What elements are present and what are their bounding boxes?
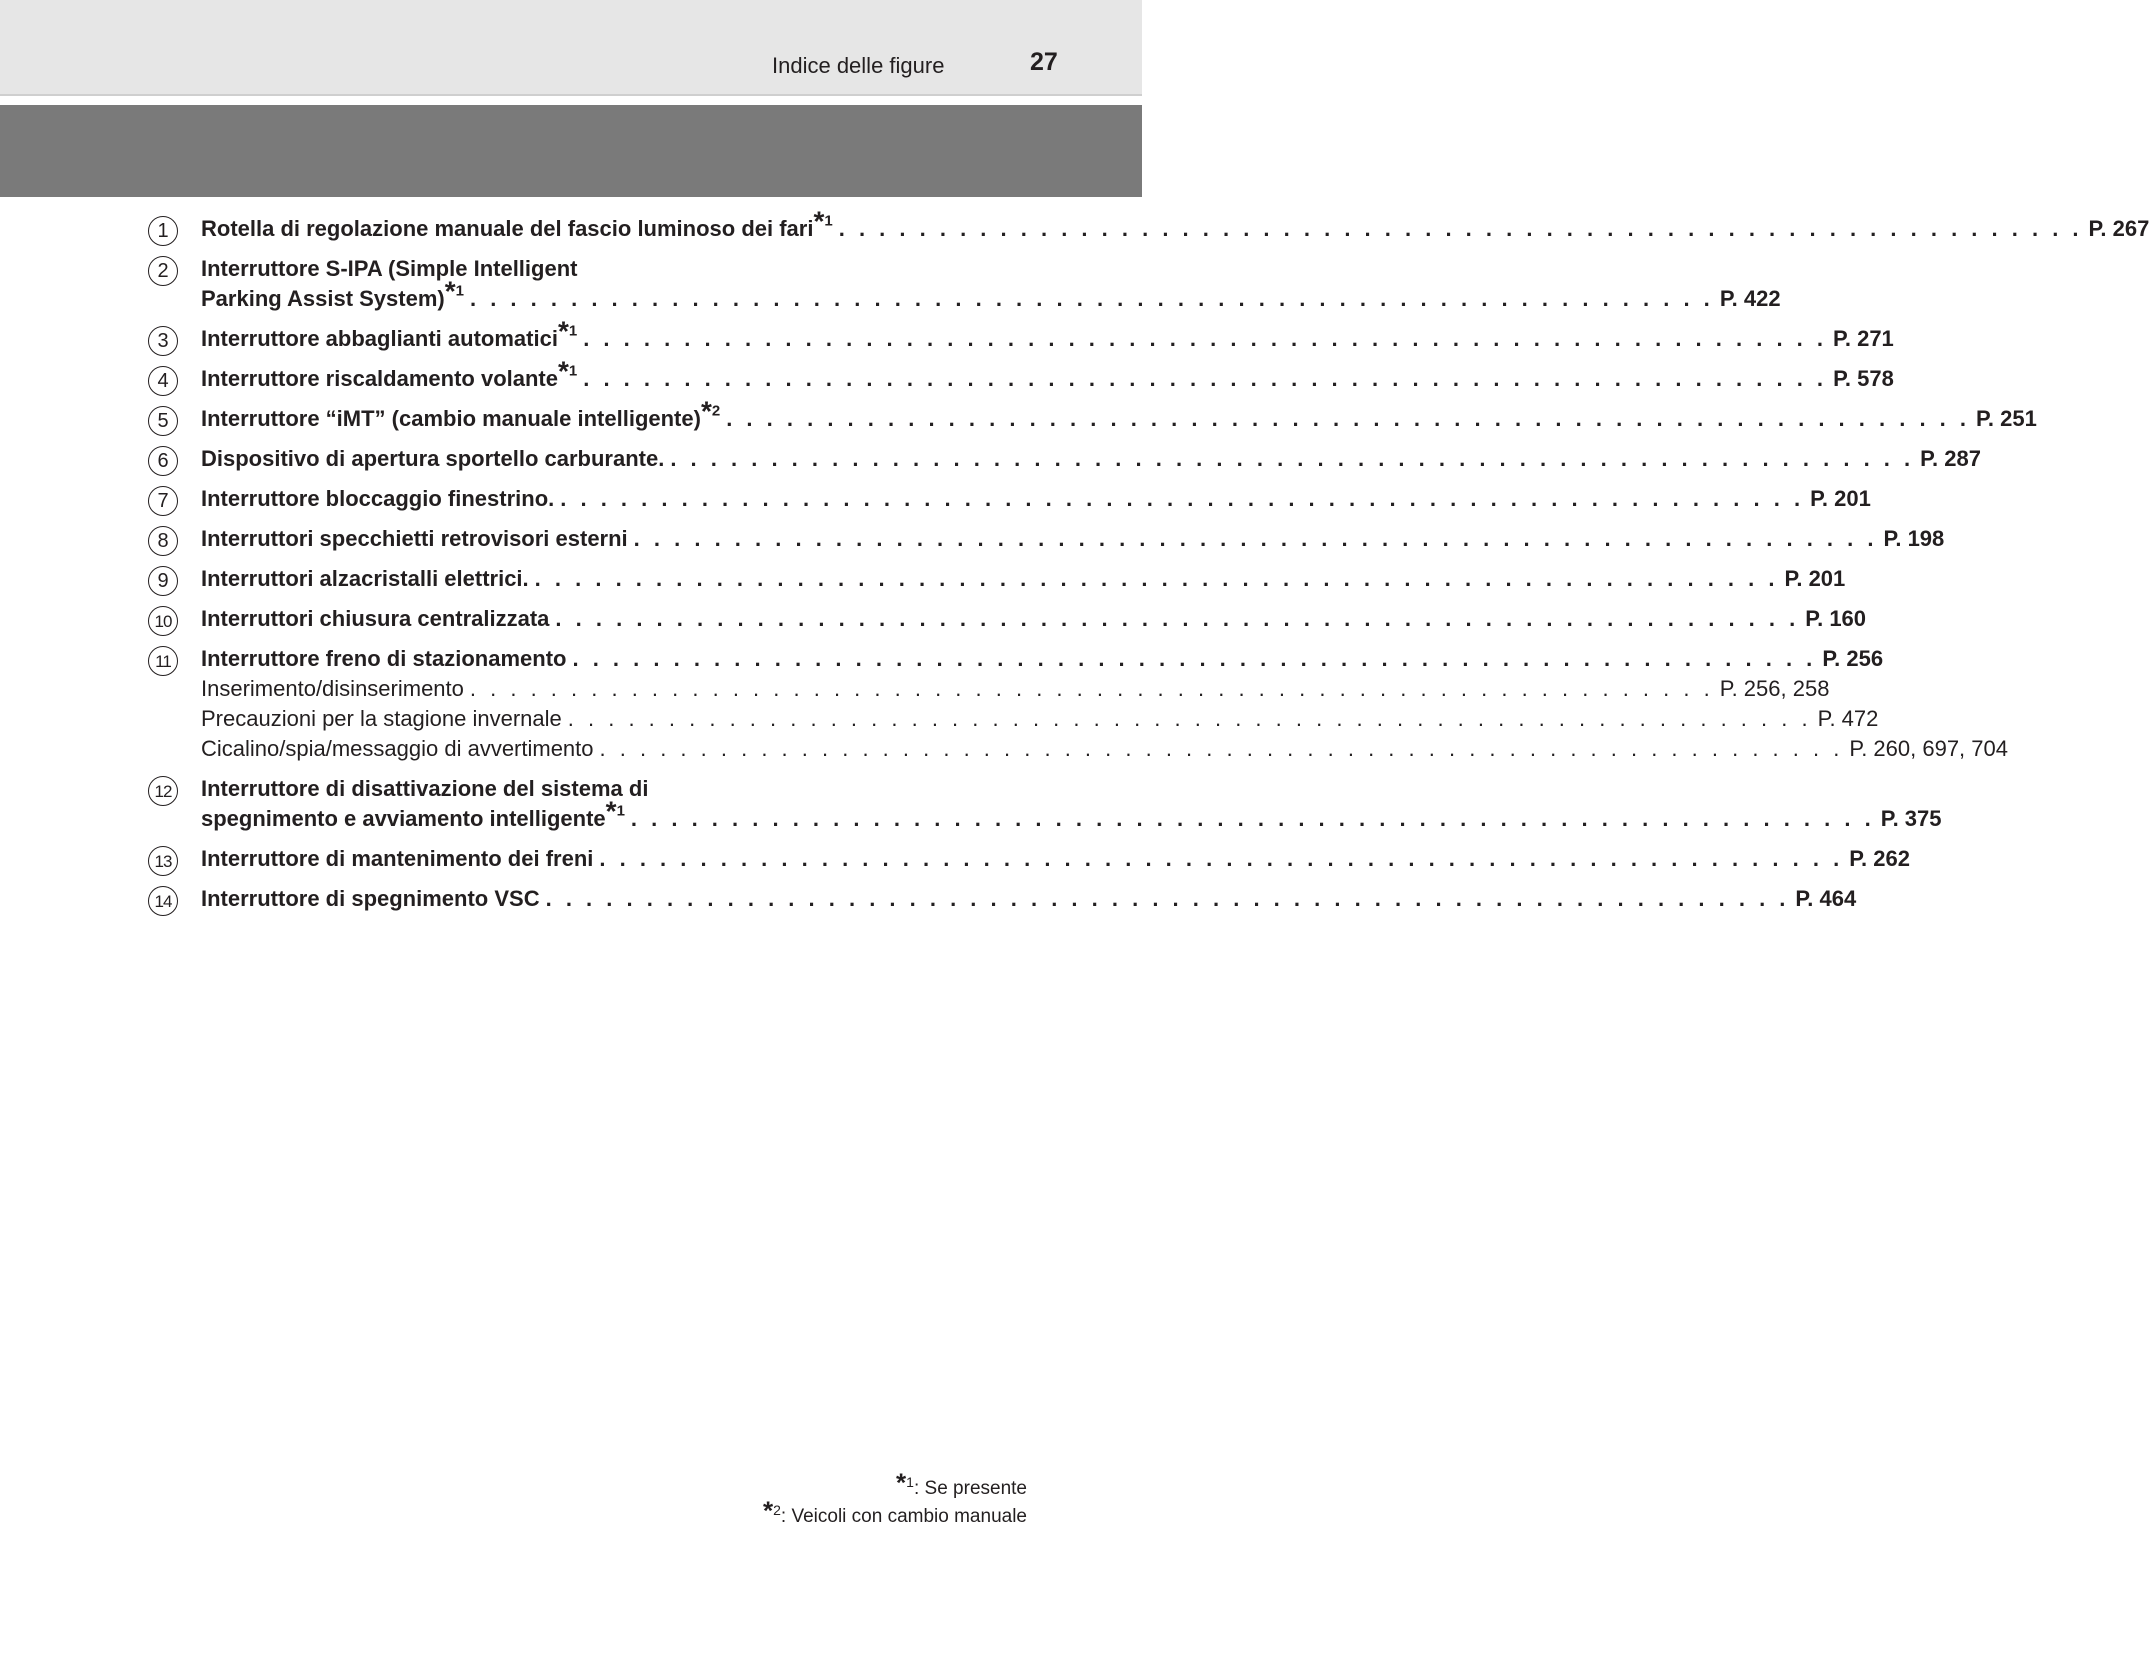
page-reference: P. 375 <box>1880 806 1942 831</box>
callout-number-badge: 10 <box>148 606 178 636</box>
page-reference: P. 201 <box>1810 486 1871 511</box>
index-entry <box>148 524 1945 554</box>
callout-number-badge: 11 <box>148 646 178 676</box>
callout-number-badge: 9 <box>148 566 178 596</box>
entry-label: Precauzioni per la stagione invernale <box>201 706 562 731</box>
index-entry <box>148 444 1981 474</box>
callout-number-badge: 13 <box>148 846 178 876</box>
index-line <box>201 395 2037 434</box>
dot-leader: . . . . . . . . . . . . . . . . . . . . . . . . . . . . . . . . . . . . . . . . . . . . . . . . . . . . . . . . . . . . . . <box>545 886 1790 911</box>
index-entry <box>148 205 2149 244</box>
callout-number-badge: 14 <box>148 886 178 916</box>
index-line <box>201 884 1857 914</box>
index-line <box>201 205 2149 244</box>
entry-label: Interruttore riscaldamento volante*$^1$ <box>201 355 578 391</box>
dot-leader: . . . . . . . . . . . . . . . . . . . . . . . . . . . . . . . . . . . . . . . . . . . . . . . . . . . . . . . . . . . . . . <box>583 366 1828 391</box>
index-line <box>201 644 1884 674</box>
entry-label: Interruttore bloccaggio finestrino. <box>201 486 555 511</box>
dot-leader: . . . . . . . . . . . . . . . . . . . . . . . . . . . . . . . . . . . . . . . . . . . . . . . . . . . . . . . . . . . . . . <box>838 216 2083 241</box>
index-line <box>201 604 1867 634</box>
callout-number-badge: 2 <box>148 256 178 286</box>
callout-number-badge: 8 <box>148 526 178 556</box>
figure-index-list <box>148 205 2149 924</box>
index-entry <box>148 315 1894 354</box>
footnote-1: *$^1$: Se presente <box>896 1467 1027 1499</box>
index-line <box>201 564 1846 594</box>
index-entry <box>148 254 1781 314</box>
figure-band <box>0 105 1142 197</box>
page-reference: P. 256, 258 <box>1719 676 1830 701</box>
callout-number-badge: 1 <box>148 216 178 246</box>
dot-leader: . . . . . . . . . . . . . . . . . . . . . . . . . . . . . . . . . . . . . . . . . . . . . . . . . . . . . . . . . . . . . . <box>599 846 1844 871</box>
dot-leader: . . . . . . . . . . . . . . . . . . . . . . . . . . . . . . . . . . . . . . . . . . . . . . . . . . . . . . . . . . . . . . <box>469 676 1714 701</box>
index-sub-line <box>201 704 1879 734</box>
index-line <box>201 524 1945 554</box>
footnote-marker: * <box>605 795 617 827</box>
page-reference: P. 198 <box>1883 526 1945 551</box>
index-entry <box>148 644 2008 764</box>
dot-leader: . . . . . . . . . . . . . . . . . . . . . . . . . . . . . . . . . . . . . . . . . . . . . . . . . . . . . . . . . . . . . . <box>567 706 1812 731</box>
header-divider <box>0 94 1142 96</box>
entry-label: Dispositivo di apertura sportello carburante. <box>201 446 665 471</box>
index-line <box>201 254 980 284</box>
page-reference: P. 578 <box>1833 366 1894 391</box>
footnote-number: 1 <box>824 212 833 230</box>
entry-label: Cicalino/spia/messaggio di avvertimento <box>201 736 594 761</box>
entry-label: Interruttore di disattivazione del sistema di <box>201 776 649 801</box>
index-line <box>201 795 1942 834</box>
footnote-number: 1 <box>616 802 625 820</box>
index-entry <box>148 395 2037 434</box>
index-entry <box>148 884 1857 914</box>
entry-label: Interruttore “iMT” (cambio manuale intelligente)*$^2$ <box>201 395 721 431</box>
callout-number-badge: 12 <box>148 776 178 806</box>
footnote-marker: * <box>557 355 569 387</box>
dot-leader: . . . . . . . . . . . . . . . . . . . . . . . . . . . . . . . . . . . . . . . . . . . . . . . . . . . . . . . . . . . . . . <box>534 566 1779 591</box>
index-sub-line <box>201 734 2008 764</box>
dot-leader: . . . . . . . . . . . . . . . . . . . . . . . . . . . . . . . . . . . . . . . . . . . . . . . . . . . . . . . . . . . . . . <box>599 736 1844 761</box>
entry-label: Inserimento/disinserimento <box>201 676 464 701</box>
callout-number-badge: 7 <box>148 486 178 516</box>
dot-leader: . . . . . . . . . . . . . . . . . . . . . . . . . . . . . . . . . . . . . . . . . . . . . . . . . . . . . . . . . . . . . . <box>726 406 1971 431</box>
page-reference: P. 260, 697, 704 <box>1849 736 2008 761</box>
index-line <box>201 774 980 804</box>
index-line <box>201 315 1894 354</box>
index-line <box>201 844 1910 874</box>
dot-leader: . . . . . . . . . . . . . . . . . . . . . . . . . . . . . . . . . . . . . . . . . . . . . . . . . . . . . . . . . . . . . . <box>670 446 1915 471</box>
page-reference: P. 201 <box>1784 566 1846 591</box>
page-reference: P. 262 <box>1849 846 1910 871</box>
entry-label: Interruttori specchietti retrovisori esterni <box>201 526 628 551</box>
footnote-number: 1 <box>568 322 578 340</box>
page-reference: P. 464 <box>1795 886 1857 911</box>
section-title: Indice delle figure <box>772 53 945 78</box>
entry-label: Interruttore di mantenimento dei freni <box>201 846 594 871</box>
callout-number-badge: 3 <box>148 326 178 356</box>
page-reference: P. 422 <box>1719 286 1781 311</box>
footnote-number: 1 <box>455 282 464 300</box>
entry-label: Interruttori chiusura centralizzata <box>201 606 550 631</box>
page-number: 27 <box>1030 48 1058 76</box>
entry-label: Interruttore di spegnimento VSC <box>201 886 540 911</box>
dot-leader: . . . . . . . . . . . . . . . . . . . . . . . . . . . . . . . . . . . . . . . . . . . . . . . . . . . . . . . . . . . . . . <box>572 646 1817 671</box>
page-reference: P. 271 <box>1833 326 1894 351</box>
footnotes <box>762 1467 1027 1531</box>
entry-label: Interruttore S-IPA (Simple Intelligent <box>201 256 578 281</box>
callout-number-badge: 4 <box>148 366 178 396</box>
dot-leader: . . . . . . . . . . . . . . . . . . . . . . . . . . . . . . . . . . . . . . . . . . . . . . . . . . . . . . . . . . . . . . <box>630 806 1875 831</box>
entry-label: Interruttore abbaglianti automatici*$^1$ <box>201 315 578 351</box>
entry-label: Interruttore freno di stazionamento <box>201 646 567 671</box>
entry-label: Parking Assist System)*$^1$ <box>201 275 464 311</box>
dot-leader: . . . . . . . . . . . . . . . . . . . . . . . . . . . . . . . . . . . . . . . . . . . . . . . . . . . . . . . . . . . . . . <box>560 486 1805 511</box>
callout-number-badge: 6 <box>148 446 178 476</box>
callout-number-badge: 5 <box>148 406 178 436</box>
footnote-marker: * <box>700 395 712 427</box>
dot-leader: . . . . . . . . . . . . . . . . . . . . . . . . . . . . . . . . . . . . . . . . . . . . . . . . . . . . . . . . . . . . . . <box>469 286 1714 311</box>
index-line <box>201 275 1781 314</box>
index-line <box>201 484 1871 514</box>
dot-leader: . . . . . . . . . . . . . . . . . . . . . . . . . . . . . . . . . . . . . . . . . . . . . . . . . . . . . . . . . . . . . . <box>555 606 1800 631</box>
page-reference: P. 160 <box>1805 606 1867 631</box>
page-reference: P. 256 <box>1822 646 1884 671</box>
page-reference: P. 251 <box>1976 406 2037 431</box>
index-entry <box>148 564 1846 594</box>
header-band <box>0 0 1142 94</box>
footnote-number: 1 <box>568 362 578 380</box>
page-reference: P. 287 <box>1920 446 1981 471</box>
index-sub-line <box>201 674 1830 704</box>
footnote-marker: * <box>557 315 569 347</box>
dot-leader: . . . . . . . . . . . . . . . . . . . . . . . . . . . . . . . . . . . . . . . . . . . . . . . . . . . . . . . . . . . . . . <box>583 326 1828 351</box>
footnote-marker: * <box>813 205 825 237</box>
entry-label: Interruttori alzacristalli elettrici. <box>201 566 529 591</box>
entry-label: Rotella di regolazione manuale del fascio luminoso dei fari*$^1$ <box>201 205 833 241</box>
index-entry <box>148 355 1894 394</box>
footnote-number: 2 <box>711 402 721 420</box>
index-entry <box>148 844 1910 874</box>
index-entry <box>148 774 1942 834</box>
index-entry <box>148 484 1871 514</box>
page-reference: P. 267 <box>2088 216 2149 241</box>
footnote-marker: * <box>444 275 456 307</box>
index-entry <box>148 604 1867 634</box>
dot-leader: . . . . . . . . . . . . . . . . . . . . . . . . . . . . . . . . . . . . . . . . . . . . . . . . . . . . . . . . . . . . . . <box>633 526 1878 551</box>
page-reference: P. 472 <box>1817 706 1879 731</box>
index-line <box>201 444 1981 474</box>
entry-label: spegnimento e avviamento intelligente*$^1$ <box>201 795 625 831</box>
index-line <box>201 355 1894 394</box>
footnote-2: *$^2$: Veicoli con cambio manuale <box>762 1495 1027 1527</box>
